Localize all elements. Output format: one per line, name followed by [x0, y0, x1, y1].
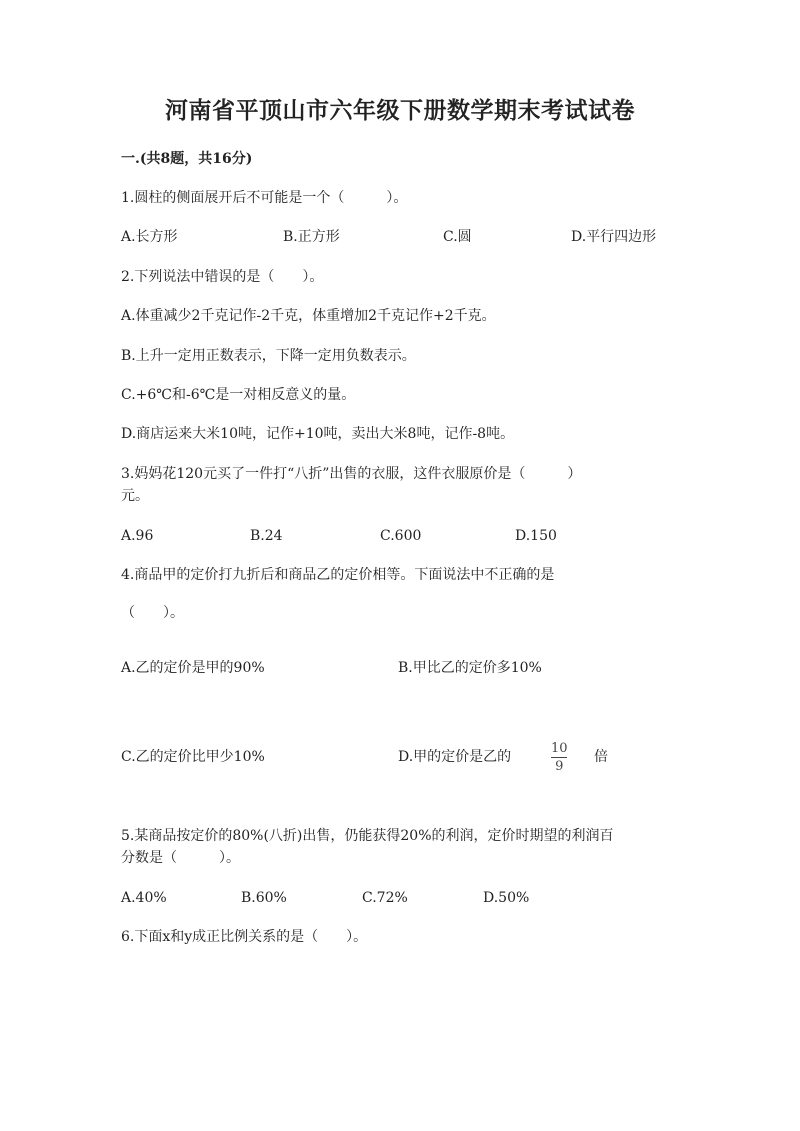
section-heading: 一.(共8题，共16分): [121, 151, 253, 167]
question-4-option-d-prefix: D.甲的定价是乙的: [398, 749, 512, 765]
question-3-stem-line-2: 元。: [121, 488, 149, 504]
question-4-stem-line-2: （ ）。: [121, 605, 184, 621]
question-4-option-d-fraction: [551, 741, 568, 774]
question-5-stem-line-2: 分数是（ ）。: [121, 850, 240, 866]
question-1-option-a: A.长方形: [121, 229, 178, 245]
question-4-stem-line-1: 4.商品甲的定价打九折后和商品乙的定价相等。下面说法中不正确的是: [121, 567, 555, 583]
question-3-option-a: A.96: [121, 528, 154, 544]
question-2-option-a: A.体重减少2千克记作-2千克，体重增加2千克记作+2千克。: [121, 308, 496, 324]
question-4-option-d-suffix: 倍: [594, 749, 608, 765]
question-6-stem: 6.下面x和y成正比例关系的是（ ）。: [121, 929, 368, 945]
question-5-option-b: B.60%: [241, 890, 287, 906]
question-3-option-d: D.150: [515, 528, 557, 544]
fraction-numerator: 10: [551, 741, 568, 756]
question-2-option-b: B.上升一定用正数表示，下降一定用负数表示。: [121, 348, 416, 364]
page-title: 河南省平顶山市六年级下册数学期末考试试卷: [165, 97, 635, 124]
question-4-option-a: A.乙的定价是甲的90%: [121, 660, 265, 676]
question-1-option-b: B.正方形: [283, 229, 340, 245]
question-5-stem-line-1: 5.某商品按定价的80%(八折)出售，仍能获得20%的利润，定价时期望的利润百: [121, 828, 614, 844]
question-4-option-b: B.甲比乙的定价多10%: [398, 660, 542, 676]
fraction-denominator: 9: [555, 759, 564, 774]
question-5-option-a: A.40%: [121, 890, 167, 906]
question-4-option-c: C.乙的定价比甲少10%: [121, 749, 265, 765]
question-2-option-d: D.商店运来大米10吨，记作+10吨，卖出大米8吨，记作-8吨。: [121, 426, 515, 442]
question-5-option-d: D.50%: [483, 890, 530, 906]
question-2-stem: 2.下列说法中错误的是（ ）。: [121, 269, 324, 285]
question-1-stem: 1.圆柱的侧面展开后不可能是一个（ ）。: [121, 190, 408, 206]
question-3-option-c: C.600: [380, 528, 422, 544]
fraction-bar: [551, 757, 567, 758]
question-1-option-d: D.平行四边形: [571, 229, 657, 245]
question-3-stem-line-1: 3.妈妈花120元买了一件打“八折”出售的衣服，这件衣服原价是（ ）: [121, 466, 582, 482]
question-2-option-c: C.+6℃和-6℃是一对相反意义的量。: [121, 387, 356, 403]
question-5-option-c: C.72%: [362, 890, 408, 906]
question-1-option-c: C.圆: [443, 229, 472, 245]
question-3-option-b: B.24: [250, 528, 283, 544]
